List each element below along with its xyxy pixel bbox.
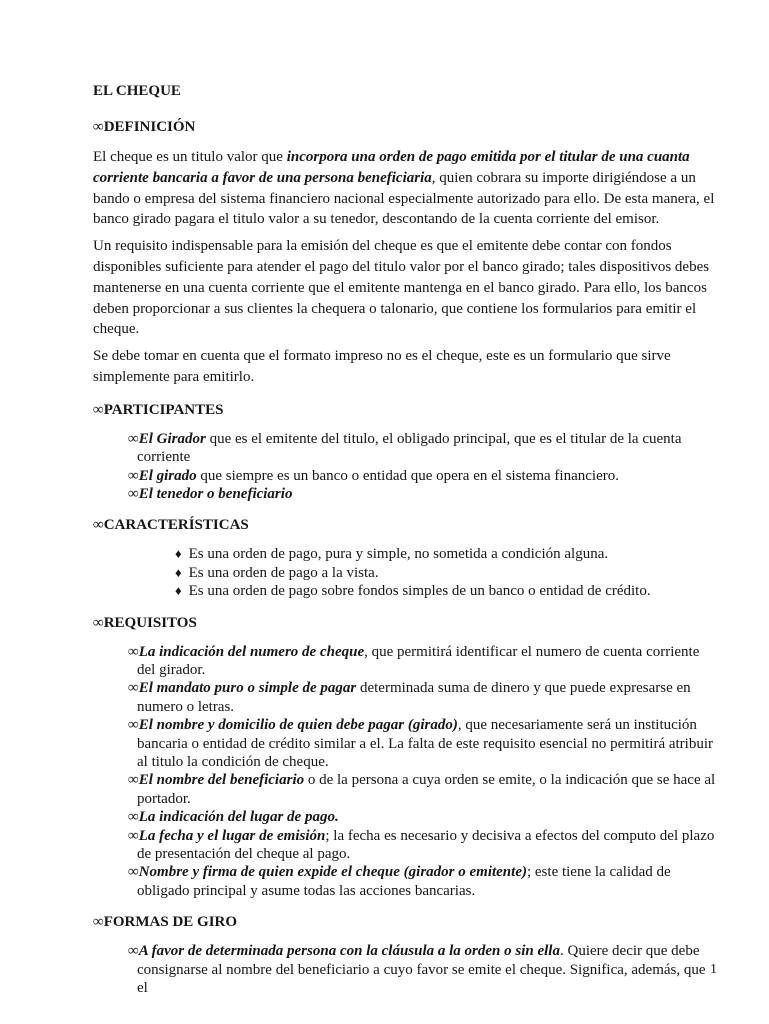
heading-participantes [93,400,717,420]
infinity-bullet: ∞ [93,614,104,631]
list-item-lead: La fecha y el lugar de emisión [138,827,326,844]
list-item [93,942,717,997]
list-item-rest: determinada suma de dinero y que puede expresarse en numero o letras. [137,680,691,715]
list-item-rest: o de la persona a cuya orden se emite, o la indicación que se hace al portador. [137,772,716,807]
text-run: El cheque es un titulo valor que [93,149,287,165]
list-item-lead: Nombre y firma de quien expide el cheque (girador o emitente) [138,864,527,881]
list-item-rest: ; la fecha es necesario y decisiva a efectos del computo del plazo de presentación del cheque al pago. [137,827,715,863]
list-item-lead: La indicación del numero de cheque [138,643,365,660]
bullet-item-text: Es una orden de pago, pura y simple, no sometida a condición alguna. [188,546,609,563]
list-item [93,716,717,771]
infinity-bullet: ∞ [128,467,139,484]
infinity-bullet: ∞ [128,717,139,734]
infinity-bullet: ∞ [128,680,139,697]
heading-definicion [93,117,717,137]
infinity-bullet: ∞ [93,914,104,931]
infinity-bullet: ∞ [128,643,139,660]
list-item-lead: El girado [138,467,197,484]
diamond-bullet: ♦ [175,564,182,580]
infinity-bullet: ∞ [93,119,104,135]
list-item-lead: El nombre y domicilio de quien debe pagar (girado) [138,717,458,734]
list-item-rest: , que permitirá identificar el numero de cuenta corriente del girador. [137,643,700,679]
infinity-bullet: ∞ [128,485,139,502]
page-number: 1 [710,962,717,977]
infinity-bullet: ∞ [128,827,139,844]
list-item-lead: La indicación del lugar de pago. [138,809,339,826]
paragraph-definition [93,147,717,230]
infinity-bullet: ∞ [128,772,139,789]
heading-text: DEFINICIÓN [103,119,196,135]
document-title: EL CHEQUE [93,83,181,99]
bullet-item [93,582,717,600]
caracteristicas-list [93,545,717,600]
list-item [93,808,717,826]
formas-de-giro-list [93,942,717,997]
heading-caracteristicas [93,515,717,535]
list-item-rest: ; este tiene la calidad de obligado principal y asume todas las acciones bancarias. [137,864,671,899]
list-item [93,863,717,900]
list-item [93,485,717,503]
bullet-item [93,564,717,582]
heading-text: CARACTERÍSTICAS [103,517,249,534]
bullet-item-text: Es una orden de pago sobre fondos simples de un banco o entidad de crédito. [188,583,651,600]
list-item-rest: que siempre es un banco o entidad que opera en el sistema financiero. [196,467,619,484]
diamond-bullet: ♦ [175,583,182,599]
list-item-rest: . Quiere decir que debe consignarse al nombre del beneficiario a cuyo favor se emite el cheque. Significa, además, que el [137,943,706,997]
list-item-lead: El mandato puro o simple de pagar [138,680,357,697]
requisitos-list [93,643,717,901]
infinity-bullet: ∞ [93,401,104,418]
heading-requisitos [93,613,717,633]
list-item-lead: El Girador [138,430,206,447]
infinity-bullet: ∞ [128,943,139,960]
text-run: , quien cobrara su importe dirigiéndose a un bando o empresa del sistema financiero nacional especialmente autorizado para ello. De esta manera, el banco girado pagara el titulo valor a su tenedor, descontando de la cuenta corriente del emisor. [93,169,715,228]
bullet-item-text: Es una orden de pago a la vista. [188,564,379,581]
list-item-rest: que es el emitente del titulo, el obligado principal, que es el titular de la cuenta corriente [137,430,682,466]
heading-text: REQUISITOS [103,614,197,631]
list-item [93,679,717,716]
participantes-list [93,430,717,504]
infinity-bullet: ∞ [93,517,104,534]
diamond-bullet: ♦ [175,546,182,562]
paragraph-printed-form-note: Se debe tomar en cuenta que el formato impreso no es el cheque, este es un formulario que sirve simplemente para emitirlo. [93,348,671,385]
list-item [93,430,717,467]
list-item-lead: A favor de determinada persona con la cláusula a la orden o sin ella [138,943,560,960]
list-item [93,643,717,680]
bullet-item [93,545,717,563]
list-item [93,827,717,864]
list-item-rest: , que necesariamente será un institución bancaria o entidad de crédito similar a el. La falta de este requisito esencial no permitirá atribuir al titulo la condición de cheque. [137,717,714,771]
infinity-bullet: ∞ [128,430,139,447]
list-item [93,771,717,808]
infinity-bullet: ∞ [128,809,139,826]
paragraph-funds-requirement: Un requisito indispensable para la emisión del cheque es que el emitente debe contar con fondos disponibles suficiente para atender el pago del titulo valor por el banco girado; tales dispositivos debes mantenerse en una cuenta corriente que el emitente mantenga en el banco girado. Para ello, los bancos deben proporcionar a sus clientes la chequera o talonario, que contiene los formularios para emitir el cheque. [93,238,710,338]
heading-formas-de-giro [93,912,717,932]
heading-text: FORMAS DE GIRO [103,914,238,931]
heading-text: PARTICIPANTES [103,401,224,418]
list-item [93,467,717,485]
list-item-lead: El tenedor o beneficiario [138,485,293,502]
text-run-emphasis: incorpora una orden de pago emitida por el titular de una cuanta corriente bancaria a favor de una persona beneficiaria [93,149,690,186]
infinity-bullet: ∞ [128,864,139,881]
list-item-lead: El nombre del beneficiario [138,772,305,789]
